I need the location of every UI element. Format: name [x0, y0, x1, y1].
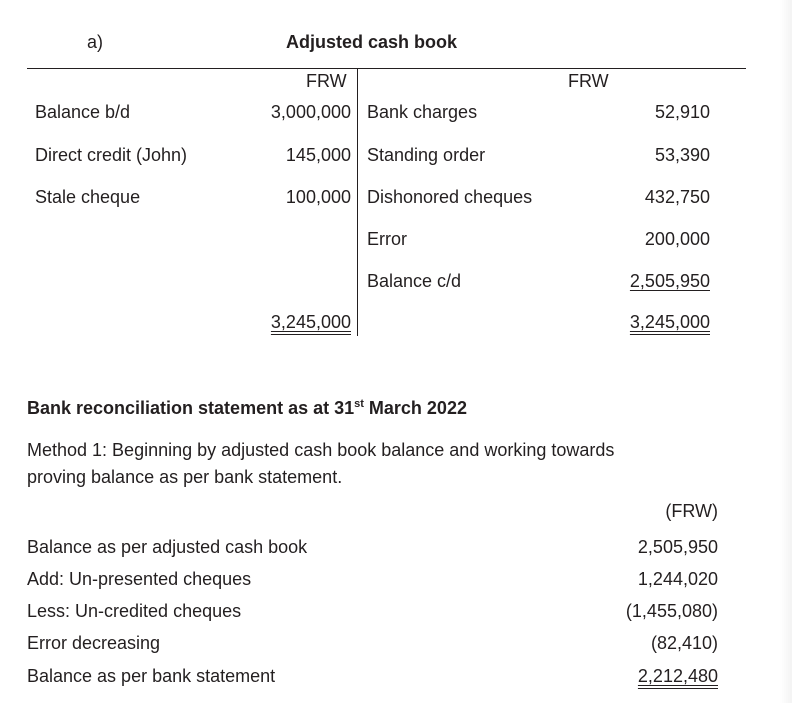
- credit-total: 3,245,000: [629, 312, 710, 332]
- credit-label: Balance c/d: [367, 271, 462, 291]
- reconciliation-label: Less: Un-credited cheques: [27, 601, 242, 621]
- reconciliation-title: Bank reconciliation statement as at 31st March 2022: [27, 398, 467, 418]
- page-edge-shadow: [780, 0, 792, 703]
- t-account-top-rule: [27, 68, 746, 69]
- credit-amount: 53,390: [654, 145, 710, 165]
- reconciliation-amount: (1,455,080): [625, 601, 718, 621]
- reconciliation-amount: 2,505,950: [637, 537, 718, 557]
- debit-amount: 3,000,000: [270, 102, 351, 122]
- reconciliation-label: Error decreasing: [27, 633, 161, 653]
- credit-label: Standing order: [367, 145, 486, 165]
- credit-label: Dishonored cheques: [367, 187, 533, 207]
- reconciliation-amount: 2,212,480: [637, 666, 718, 686]
- reconciliation-label: Add: Un-presented cheques: [27, 569, 252, 589]
- debit-label: Stale cheque: [35, 187, 141, 207]
- debit-amount: 145,000: [285, 145, 351, 165]
- reconciliation-label: Balance as per adjusted cash book: [27, 537, 308, 557]
- reconciliation-currency: (FRW): [665, 501, 718, 521]
- section-label: a): [87, 32, 104, 52]
- reconciliation-amount: (82,410): [650, 633, 718, 653]
- debit-label: Balance b/d: [35, 102, 131, 122]
- debit-amount: 100,000: [285, 187, 351, 207]
- credit-amount: 52,910: [654, 102, 710, 122]
- method-description-line-1: Method 1: Beginning by adjusted cash book balance and working towards: [27, 440, 615, 460]
- debit-total: 3,245,000: [270, 312, 351, 332]
- credit-amount: 432,750: [644, 187, 710, 207]
- credit-label: Error: [367, 229, 407, 249]
- t-account-center-rule: [357, 68, 358, 336]
- debit-label: Direct credit (John): [35, 145, 188, 165]
- cash-book-title: Adjusted cash book: [286, 32, 458, 52]
- credit-label: Bank charges: [367, 102, 478, 122]
- reconciliation-amount: 1,244,020: [637, 569, 718, 589]
- method-description-line-2: proving balance as per bank statement.: [27, 467, 343, 487]
- credit-amount: 2,505,950: [629, 271, 710, 291]
- credit-amount: 200,000: [644, 229, 710, 249]
- reconciliation-label: Balance as per bank statement: [27, 666, 276, 686]
- credit-currency-header: FRW: [568, 71, 609, 91]
- debit-currency-header: FRW: [306, 71, 347, 91]
